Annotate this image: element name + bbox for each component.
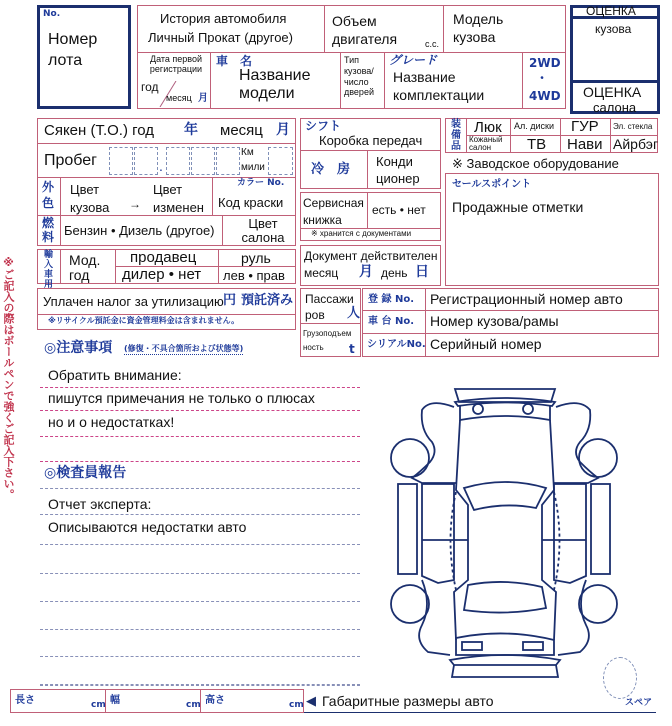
length-unit: cm <box>91 700 106 710</box>
car-name-label: Название модели <box>239 67 311 102</box>
car-trunk-icon <box>460 404 550 420</box>
car-fender-right-icon <box>554 403 617 483</box>
width-label: 幅 <box>110 695 120 706</box>
car-rear-bumper-icon <box>455 389 555 406</box>
fuel-jp-cell <box>37 215 61 246</box>
drive-dot: ・ <box>536 71 549 85</box>
equip-leather <box>466 135 511 153</box>
body-model-label: Модель кузова <box>453 11 504 46</box>
mileage-digit[interactable] <box>216 147 240 175</box>
equip-airbag <box>610 135 658 153</box>
equip-label: Люк <box>474 119 502 136</box>
inspector-heading: ◎検査員報告 <box>44 465 127 481</box>
paint-code-label: Код краски <box>218 195 284 210</box>
import-jp: 輸入車用 <box>44 250 54 290</box>
drive-2wd: 2WD <box>529 56 561 70</box>
reg-date-cell <box>137 52 211 109</box>
service-note: ※ хранится с документами <box>311 229 412 238</box>
interior-rating-sub: салона <box>593 100 637 115</box>
car-diagram[interactable] <box>380 380 650 680</box>
grade-jp: グレード <box>389 53 438 67</box>
car-body-outline-icon <box>450 420 560 677</box>
height-unit: cm <box>289 700 304 710</box>
shaken-year-jp: 年 <box>184 122 198 138</box>
interior-rating-title: ОЦЕНКА <box>583 84 642 100</box>
ruled-line <box>40 488 360 489</box>
ruled-line <box>40 514 360 515</box>
doc-day-jp: 日 <box>415 264 429 280</box>
length-cell[interactable] <box>10 689 106 713</box>
load-capacity-cell <box>300 323 361 357</box>
chassis-no-cell[interactable] <box>425 310 659 334</box>
width-unit: cm <box>186 700 201 710</box>
grade-cell <box>384 52 523 109</box>
interior-color-label: Цвет салона <box>241 216 285 246</box>
height-label: 高さ <box>205 695 225 706</box>
ruled-line <box>40 410 360 411</box>
inspector-line: Описываются недостатки авто <box>48 519 247 535</box>
doc-valid-label: Документ действителен <box>304 249 438 263</box>
shaken-label: Сякен (Т.О.) год <box>44 122 155 139</box>
changed-color-label: Цвет изменен <box>153 182 204 215</box>
passengers-label: Пассажи ров <box>305 292 354 323</box>
recycle-yen: 円 <box>223 293 237 308</box>
load-capacity-label: Грузоподъем ность <box>303 329 352 353</box>
id-jp-cell <box>362 310 426 334</box>
car-doors-left-icon <box>398 484 468 583</box>
body-type-label: Тип кузова/ число дверей <box>344 55 374 98</box>
equip-label: ГУР <box>571 118 599 135</box>
equip-power-windows <box>610 118 658 136</box>
engine-unit: c.c. <box>425 39 440 49</box>
dealer-options: дилер • нет <box>122 266 202 283</box>
underline <box>304 712 656 713</box>
car-name-cell <box>210 52 341 109</box>
service-book-cell <box>300 192 441 229</box>
history-cell <box>137 5 325 53</box>
lot-title: Номер лота <box>48 31 98 69</box>
reg-no-jp: 登 録 No. <box>368 294 415 305</box>
note-line: но и о недостатках! <box>48 414 175 430</box>
serial-no-label: Серийный номер <box>430 336 542 352</box>
chassis-no-jp: 車 台 No. <box>368 316 415 327</box>
ruled-line <box>40 387 360 388</box>
side-instruction: ※ご記入の際はボールペンで強くご記入下さい。 <box>2 256 15 500</box>
seller-label: продавец <box>130 249 197 266</box>
service-book-label: Сервисная книжка <box>303 196 364 228</box>
car-fender-left-icon <box>391 403 456 483</box>
doc-month: месяц <box>304 266 339 280</box>
mileage-dot: . <box>159 158 163 174</box>
equip-label: Эл. стекла <box>613 122 653 131</box>
ac-label: Конди ционер <box>376 154 420 186</box>
ac-jp-cell <box>300 150 368 189</box>
doc-month-jp: 月 <box>359 264 373 280</box>
exterior-rating-sub: кузова <box>595 22 632 36</box>
car-name-jp: 車 名 <box>216 54 253 68</box>
spare-tire-icon[interactable] <box>603 657 637 699</box>
sales-points-box <box>445 173 659 286</box>
serial-no-cell[interactable] <box>425 333 659 357</box>
ac-cell <box>367 150 441 189</box>
id-jp-cell <box>362 288 426 311</box>
engine-cell <box>324 5 444 53</box>
model-year-label: Мод. год <box>69 252 101 283</box>
rating-divider <box>573 80 657 83</box>
seller-cell <box>115 249 219 267</box>
mileage-digit[interactable] <box>134 147 158 175</box>
shaken-month-jp: 月 <box>276 122 290 138</box>
mileage-unit-miles: мили <box>241 162 265 173</box>
rating-box <box>570 5 660 114</box>
mileage-digit[interactable] <box>191 147 215 175</box>
ruled-line <box>40 461 360 462</box>
body-model-cell <box>443 5 566 53</box>
arrow-left-icon: ◀ <box>306 693 316 708</box>
equip-label: Кожаный салон <box>469 135 503 153</box>
ruled-line <box>40 656 360 657</box>
ruled-line <box>40 629 360 630</box>
recycle-note: ※リサイクル預託金に資金管理料金は含まれません。 <box>48 316 240 325</box>
mileage-digit[interactable] <box>166 147 190 175</box>
equip-sunroof <box>466 118 511 136</box>
recycle-deposited: 預託済み <box>241 293 294 308</box>
height-cell[interactable] <box>200 689 304 713</box>
history-title: История автомобиля <box>160 11 287 26</box>
body-type-cell <box>340 52 385 109</box>
shift-cell <box>300 118 441 151</box>
model-year-cell <box>60 249 116 284</box>
notes-heading: ◎注意事項 <box>44 340 113 356</box>
shift-jp: シフト <box>305 119 342 133</box>
lot-number-box <box>37 5 131 109</box>
load-unit: t <box>349 342 355 356</box>
dimensions-label: Габаритные размеры авто <box>322 693 494 709</box>
interior-color-cell <box>222 215 296 246</box>
fuel-options: Бензин • Дизель (другое) <box>64 223 215 238</box>
equip-tv <box>510 135 561 153</box>
shaken-month: месяц <box>220 122 263 139</box>
ac-jp: 冷 房 <box>311 162 351 177</box>
service-book-options: есть • нет <box>372 203 426 217</box>
reg-month: месяц <box>166 93 192 103</box>
length-label: 長さ <box>15 695 35 706</box>
mileage-digit[interactable] <box>109 147 133 175</box>
ruled-line <box>40 544 360 545</box>
grade-label: Название комплектации <box>393 69 485 104</box>
equip-label: Ал. диски <box>514 121 554 131</box>
paint-code-jp: カラー No. <box>237 178 285 188</box>
notes-subheading: (修復・不具合箇所および状態等) <box>124 344 244 353</box>
serial-no-jp: シリアルNo. <box>367 339 426 350</box>
equipment-jp: 装備品 <box>451 119 461 152</box>
history-options: Личный Прокат (другое) <box>148 30 293 45</box>
equipment-jp-cell <box>445 118 467 153</box>
engine-label: Объем двигателя <box>332 13 398 48</box>
wheel-label: руль <box>241 250 271 266</box>
mileage-row <box>37 143 296 178</box>
reg-no-label: Регистрационный номер авто <box>430 291 623 307</box>
body-color-cell <box>60 177 213 216</box>
ruled-line <box>40 601 360 602</box>
paint-code-cell <box>212 177 296 216</box>
note-line: пишутся примечания не только о плюсах <box>48 390 315 406</box>
doc-valid-cell <box>300 245 441 286</box>
import-jp-cell <box>37 249 61 290</box>
mileage-digit[interactable] <box>268 147 293 175</box>
inspector-line: Отчет эксперта: <box>48 496 152 512</box>
sales-jp: セールスポイント <box>452 179 532 190</box>
mileage-label: Пробег <box>44 152 98 169</box>
width-cell[interactable] <box>105 689 201 713</box>
equip-label: Айрбэг <box>613 136 659 152</box>
shaken-row <box>37 118 296 144</box>
passengers-unit: 人 <box>347 306 361 321</box>
spare-label: スペア <box>625 698 653 708</box>
equip-navi <box>560 135 611 153</box>
shift-label: Коробка передач <box>319 133 423 148</box>
fuel-cell <box>60 215 223 246</box>
ruled-line <box>40 436 360 437</box>
reg-month-jp: 月 <box>198 93 208 104</box>
car-rear-quarter-icon <box>391 580 617 655</box>
passengers-cell <box>300 288 361 324</box>
drive-cell <box>522 52 566 109</box>
drive-4wd: 4WD <box>529 89 561 103</box>
cell-divider <box>367 193 368 228</box>
equip-alloy <box>510 118 561 136</box>
car-doors-right-icon <box>542 484 610 583</box>
body-color-label: Цвет кузова <box>70 182 110 215</box>
lot-no-label: No. <box>43 9 61 19</box>
recycle-label: Уплачен налог за утилизацию <box>43 294 224 309</box>
ruled-line <box>40 685 360 686</box>
sales-label: Продажные отметки <box>452 199 584 215</box>
wheel-options-cell <box>218 266 296 284</box>
mileage-unit-km: Км <box>241 147 254 158</box>
reg-no-cell[interactable] <box>425 288 659 311</box>
factory-equipment-note: ※ Заводское оборудование <box>452 156 619 171</box>
equip-power-steering <box>560 118 611 136</box>
fuel-jp: 燃料 <box>42 216 55 245</box>
ruled-line <box>40 573 360 574</box>
exterior-rating-title: ОЦЕНКА <box>586 4 636 18</box>
wheel-cell <box>218 249 296 267</box>
reg-date-label: Дата первой регистрации <box>149 54 203 74</box>
service-note-cell <box>300 228 441 241</box>
equip-label: ТВ <box>527 136 547 153</box>
recycle-row <box>37 288 296 315</box>
recycle-note-row <box>37 314 296 330</box>
id-jp-cell <box>362 333 426 357</box>
color-jp: 外色 <box>42 180 55 210</box>
dealer-cell <box>115 266 219 284</box>
wheel-options: лев • прав <box>223 268 285 283</box>
chassis-no-label: Номер кузова/рамы <box>430 313 559 329</box>
color-jp-cell <box>37 177 61 216</box>
note-line: Обратить внимание: <box>48 367 182 383</box>
doc-day: день <box>381 266 408 280</box>
equip-label: Нави <box>567 136 603 153</box>
color-arrow: → <box>129 197 141 211</box>
reg-year: год <box>141 80 159 94</box>
